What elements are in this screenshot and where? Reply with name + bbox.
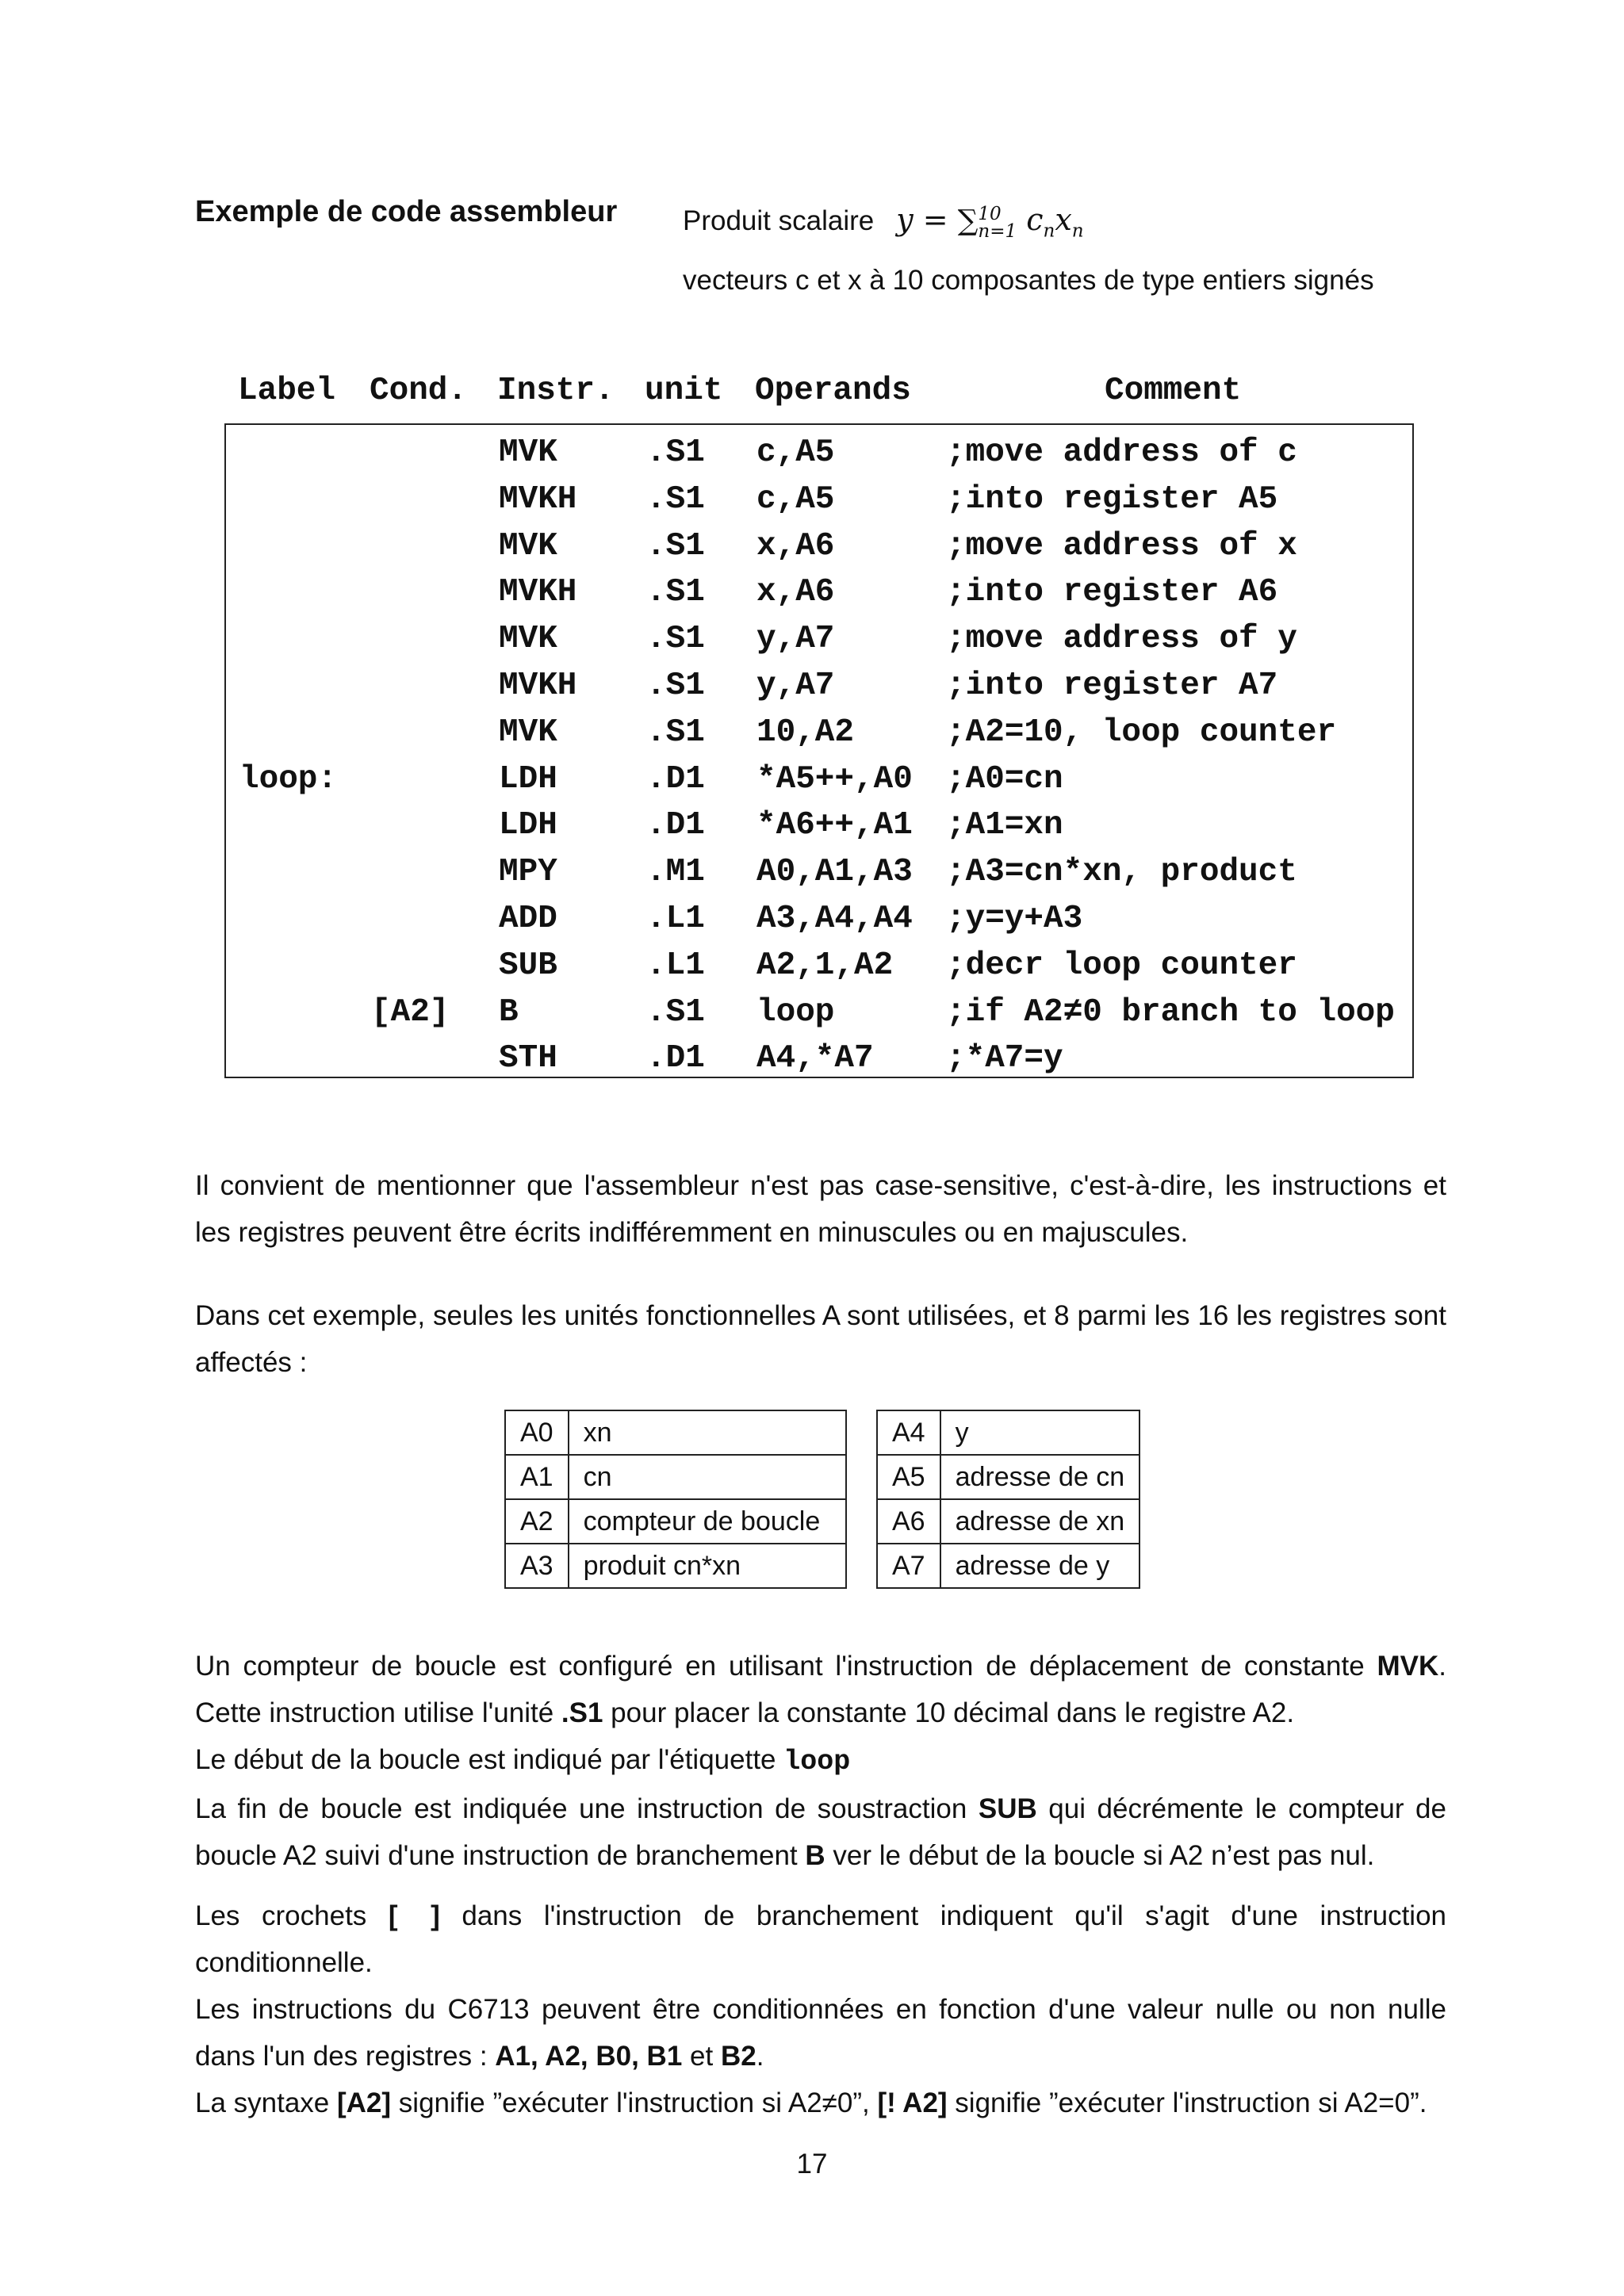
register-row [505,1544,846,1588]
code-instruction: MVKH [499,480,577,518]
code-condition: [A2] [371,993,450,1031]
page-number: 17 [796,2149,828,2179]
register-description: cn [569,1455,846,1499]
paragraph-loop-explanation [195,1643,1446,1879]
code-operands: y,A7 [756,668,835,704]
sum-limits [978,205,1017,240]
code-label: loop: [239,760,338,798]
code-instruction: MVK [499,621,557,658]
register-description: produit cn*xn [569,1544,846,1588]
code-unit: .S1 [646,574,705,611]
register-row [505,1410,846,1455]
paragraph-case-sensitivity: Il convient de mentionner que l'assembleur n'est pas case-sensitive, c'est-à-dire, les instructions et les registres peuvent être écrits indifféremment en minuscules ou en majuscules. [195,1170,1446,1248]
code-unit: .M1 [646,854,705,891]
register-table-left [504,1410,847,1589]
col-comment-header: Comment [1105,373,1242,409]
register-description: adresse de y [940,1544,1140,1588]
code-operands: 10,A2 [756,714,855,751]
register-row [505,1455,846,1499]
register-description: y [940,1410,1140,1455]
col-cond-header: Cond. [370,373,468,409]
term-x-sub: n [1071,220,1084,242]
code-unit: .D1 [646,1040,705,1077]
p5-b: B [805,1840,825,1871]
p3-text-c: . Cette instruction utilise l'unité [195,1651,1446,1728]
p8-a2: [A2] [337,2087,392,2118]
header-description-block [683,195,1374,305]
register-row [877,1544,1139,1588]
register-row [877,1499,1139,1544]
col-operands-header: Operands [755,373,911,409]
register-description: adresse de xn [940,1499,1140,1544]
p8-not-a2: [! A2] [877,2087,948,2118]
register-row [877,1455,1139,1499]
register-name: A0 [505,1410,569,1455]
p5-sub: SUB [978,1793,1037,1824]
p3-s1: .S1 [561,1697,603,1728]
p7-text-e: . [756,2041,764,2072]
code-operands: A3,A4,A4 [756,901,913,937]
code-instruction: LDH [499,760,557,798]
formula-line [683,195,1374,256]
code-comment: ;into register A7 [946,668,1278,704]
sum-upper: 10 [978,203,1002,224]
p6-text-c: dans l'instruction de branchement indiquent qu'il s'agit d'une instruction conditionnelle. [195,1900,1447,1978]
p5-text-e: ver le début de la boucle si A2 n’est pas nul. [825,1840,1375,1871]
p8-text-a: La syntaxe [195,2087,337,2118]
p8-text-e: signifie ”exécuter l'instruction si A2=0”. [947,2087,1427,2118]
code-instruction: MVKH [499,668,577,704]
code-instruction: SUB [499,947,557,984]
sum-lower: n=1 [978,220,1017,242]
p5-text-a: La fin de boucle est indiquée une instruction de soustraction [195,1793,979,1824]
term-c: c [1026,202,1044,237]
p7-registers: A1, A2, B0, B1 [495,2041,683,2072]
formula-lhs: y = [896,202,948,237]
code-comment: ;decr loop counter [946,947,1297,984]
code-operands: *A5++,A0 [756,760,913,798]
code-unit: .S1 [646,993,705,1031]
code-operands: A0,A1,A3 [756,854,913,891]
code-comment: ;A2=10, loop counter [946,714,1337,751]
code-instruction: MVK [499,714,557,751]
code-comment: ;y=y+A3 [946,901,1083,937]
p7-text-a: Les instructions du C6713 peuvent être conditionnées en fonction d'une valeur nulle ou non nulle dans l'un des registres : [195,1994,1446,2072]
code-unit: .S1 [646,621,705,658]
term-c-sub: n [1043,220,1055,242]
code-operands: c,A5 [756,480,835,518]
paragraph-conditional-explanation [195,1892,1446,2126]
p7-text-c: et [682,2041,721,2072]
paragraph-registers-intro: Dans cet exemple, seules les unités fonctionnelles A sont utilisées, et 8 parmi les 16 les registres sont affectés : [195,1300,1446,1378]
col-instr-header: Instr. [497,373,615,409]
code-instruction: STH [499,1040,557,1077]
assembly-code-listing [224,423,1414,1078]
code-operands: c,A5 [756,434,835,471]
p6-text-a: Les crochets [195,1900,389,1931]
code-comment: ;into register A6 [946,574,1278,611]
register-name: A5 [877,1455,940,1499]
code-comment: ;move address of c [946,434,1297,471]
p3-text-e: pour placer la constante 10 décimal dans le registre A2. [603,1697,1295,1728]
code-unit: .D1 [646,760,705,798]
register-table-right [876,1410,1140,1589]
register-row [505,1499,846,1544]
code-instruction: MVKH [499,574,577,611]
register-description: xn [569,1410,846,1455]
p5-text-c: qui décrémente le compteur de boucle A2 suivi d'une instruction de branchement [195,1793,1446,1871]
code-comment: ;if A2≠0 branch to loop [946,993,1395,1031]
code-instruction: MVK [499,434,557,471]
code-operands: x,A6 [756,574,835,611]
register-description: adresse de cn [940,1455,1140,1499]
register-name: A4 [877,1410,940,1455]
register-name: A1 [505,1455,569,1499]
register-name: A2 [505,1499,569,1544]
col-unit-header: unit [645,373,723,409]
code-comment: ;A0=cn [946,760,1063,798]
code-comment: ;move address of y [946,621,1297,658]
register-name: A6 [877,1499,940,1544]
col-label-header: Label [238,373,336,409]
register-row [877,1410,1139,1455]
code-unit: .L1 [646,947,705,984]
code-operands: y,A7 [756,621,835,658]
formula-caption: Produit scalaire [683,205,875,236]
sigma-symbol: ∑ [957,205,979,237]
dot-product-formula [896,202,1084,242]
code-unit: .S1 [646,527,705,564]
p3-text-a: Un compteur de boucle est configuré en utilisant l'instruction de déplacement de constante [195,1651,1377,1682]
section-title: Exemple de code assembleur [195,195,618,228]
code-instruction: B [499,993,519,1031]
code-comment: ;A3=cn*xn, product [946,854,1297,891]
code-unit: .D1 [646,807,705,844]
code-operands: A2,1,A2 [756,947,894,984]
register-name: A7 [877,1544,940,1588]
term-x: x [1055,202,1072,237]
code-comment: ;*A7=y [946,1040,1063,1077]
p4-text-a: Le début de la boucle est indiqué par l'étiquette [195,1744,784,1775]
code-instruction: MPY [499,854,557,891]
code-comment: ;A1=xn [946,807,1063,844]
register-description: compteur de boucle [569,1499,846,1544]
p6-brackets: [ ] [388,1900,440,1931]
code-operands: *A6++,A1 [756,807,913,844]
p7-b2: B2 [720,2041,756,2072]
code-unit: .L1 [646,901,705,937]
register-name: A3 [505,1544,569,1588]
p8-text-c: signifie ”exécuter l'instruction si A2≠0”, [391,2087,878,2118]
code-instruction: ADD [499,901,557,937]
code-unit: .S1 [646,668,705,704]
code-unit: .S1 [646,480,705,518]
vector-description: vecteurs c et x à 10 composantes de type entiers signés [683,264,1374,296]
code-unit: .S1 [646,434,705,471]
code-unit: .S1 [646,714,705,751]
code-instruction: LDH [499,807,557,844]
code-instruction: MVK [499,527,557,564]
code-comment: ;into register A5 [946,480,1278,518]
code-comment: ;move address of x [946,527,1297,564]
p4-loop-label: loop [783,1746,851,1777]
code-operands: loop [756,993,835,1031]
code-operands: A4,*A7 [756,1040,874,1077]
code-operands: x,A6 [756,527,835,564]
p3-mvk: MVK [1377,1651,1439,1682]
